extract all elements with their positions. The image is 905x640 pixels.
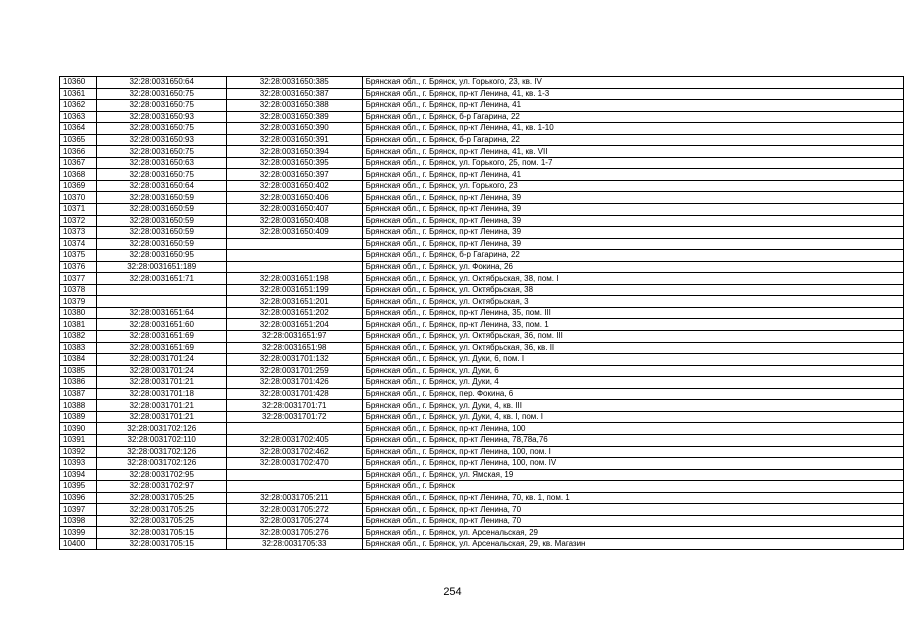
- row-number-cell: 10388: [60, 400, 97, 412]
- address-cell: Брянская обл., г. Брянск, ул. Дуки, 4, кв. I, пом. I: [362, 411, 903, 423]
- table-row: [60, 458, 904, 470]
- parcel-number-cell: 32:28:0031705:15: [97, 527, 227, 539]
- parcel-number-cell: 32:28:0031650:93: [97, 134, 227, 146]
- parcel-number-cell: 32:28:0031650:64: [97, 180, 227, 192]
- object-number-cell: 32:28:0031650:397: [226, 169, 362, 181]
- parcel-number-cell: 32:28:0031650:64: [97, 77, 227, 89]
- object-number-cell: 32:28:0031650:389: [226, 111, 362, 123]
- row-number-cell: 10394: [60, 469, 97, 481]
- row-number-cell: 10374: [60, 238, 97, 250]
- parcel-number-cell: 32:28:0031705:25: [97, 492, 227, 504]
- row-number-cell: 10379: [60, 296, 97, 308]
- table-row: [60, 354, 904, 366]
- table-row: [60, 192, 904, 204]
- address-cell: Брянская обл., г. Брянск, пр-кт Ленина, 70: [362, 515, 903, 527]
- row-number-cell: 10399: [60, 527, 97, 539]
- row-number-cell: 10377: [60, 273, 97, 285]
- object-number-cell: 32:28:0031651:198: [226, 273, 362, 285]
- address-cell: Брянская обл., г. Брянск, ул. Арсенальская, 29, кв. Магазин: [362, 538, 903, 550]
- row-number-cell: 10396: [60, 492, 97, 504]
- parcel-number-cell: 32:28:0031702:126: [97, 458, 227, 470]
- table-row: [60, 434, 904, 446]
- parcel-number-cell: 32:28:0031650:63: [97, 157, 227, 169]
- table-row: [60, 342, 904, 354]
- object-number-cell: [226, 469, 362, 481]
- address-cell: Брянская обл., г. Брянск, пр-кт Ленина, 41: [362, 169, 903, 181]
- object-number-cell: 32:28:0031650:407: [226, 204, 362, 216]
- table-row: [60, 307, 904, 319]
- parcel-number-cell: 32:28:0031702:110: [97, 434, 227, 446]
- object-number-cell: 32:28:0031650:402: [226, 180, 362, 192]
- parcel-number-cell: 32:28:0031701:24: [97, 365, 227, 377]
- address-cell: Брянская обл., г. Брянск, пр-кт Ленина, 39: [362, 215, 903, 227]
- address-cell: Брянская обл., г. Брянск, пр-кт Ленина, 39: [362, 192, 903, 204]
- table-row: [60, 284, 904, 296]
- table-row: [60, 134, 904, 146]
- address-cell: Брянская обл., г. Брянск, ул. Октябрьская, 3: [362, 296, 903, 308]
- address-cell: Брянская обл., г. Брянск, ул. Горького, 25, пом. 1-7: [362, 157, 903, 169]
- table-row: [60, 492, 904, 504]
- object-number-cell: [226, 238, 362, 250]
- object-number-cell: [226, 423, 362, 435]
- table-row: [60, 446, 904, 458]
- property-table: [59, 76, 904, 550]
- parcel-number-cell: 32:28:0031701:21: [97, 400, 227, 412]
- row-number-cell: 10385: [60, 365, 97, 377]
- row-number-cell: 10368: [60, 169, 97, 181]
- parcel-number-cell: 32:28:0031650:75: [97, 100, 227, 112]
- parcel-number-cell: 32:28:0031650:93: [97, 111, 227, 123]
- table-row: [60, 400, 904, 412]
- table-row: [60, 169, 904, 181]
- address-cell: Брянская обл., г. Брянск, пр-кт Ленина, 100, пом. IV: [362, 458, 903, 470]
- table-row: [60, 100, 904, 112]
- row-number-cell: 10373: [60, 227, 97, 239]
- parcel-number-cell: 32:28:0031701:21: [97, 411, 227, 423]
- parcel-number-cell: 32:28:0031650:95: [97, 250, 227, 262]
- address-cell: Брянская обл., г. Брянск, пр-кт Ленина, 33, пом. 1: [362, 319, 903, 331]
- address-cell: Брянская обл., г. Брянск, пр-кт Ленина, 70, кв. 1, пом. 1: [362, 492, 903, 504]
- row-number-cell: 10380: [60, 307, 97, 319]
- object-number-cell: 32:28:0031651:199: [226, 284, 362, 296]
- table-row: [60, 204, 904, 216]
- object-number-cell: 32:28:0031650:387: [226, 88, 362, 100]
- row-number-cell: 10370: [60, 192, 97, 204]
- parcel-number-cell: 32:28:0031702:126: [97, 423, 227, 435]
- address-cell: Брянская обл., г. Брянск, пр-кт Ленина, 78,78а,76: [362, 434, 903, 446]
- parcel-number-cell: 32:28:0031705:15: [97, 538, 227, 550]
- object-number-cell: 32:28:0031705:274: [226, 515, 362, 527]
- row-number-cell: 10364: [60, 123, 97, 135]
- object-number-cell: 32:28:0031650:406: [226, 192, 362, 204]
- row-number-cell: 10371: [60, 204, 97, 216]
- row-number-cell: 10389: [60, 411, 97, 423]
- address-cell: Брянская обл., г. Брянск, пр-кт Ленина, 70: [362, 504, 903, 516]
- parcel-number-cell: 32:28:0031701:18: [97, 388, 227, 400]
- row-number-cell: 10362: [60, 100, 97, 112]
- address-cell: Брянская обл., г. Брянск, ул. Дуки, 4, кв. III: [362, 400, 903, 412]
- object-number-cell: 32:28:0031650:388: [226, 100, 362, 112]
- row-number-cell: 10363: [60, 111, 97, 123]
- table-row: [60, 111, 904, 123]
- table-row: [60, 157, 904, 169]
- row-number-cell: 10392: [60, 446, 97, 458]
- row-number-cell: 10386: [60, 377, 97, 389]
- address-cell: Брянская обл., г. Брянск, ул. Октябрьская, 38: [362, 284, 903, 296]
- address-cell: Брянская обл., г. Брянск, ул. Октябрьская, 36, кв. II: [362, 342, 903, 354]
- address-cell: Брянская обл., г. Брянск, пр-кт Ленина, 100, пом. I: [362, 446, 903, 458]
- row-number-cell: 10395: [60, 481, 97, 493]
- parcel-number-cell: 32:28:0031651:69: [97, 342, 227, 354]
- table-row: [60, 515, 904, 527]
- parcel-number-cell: 32:28:0031651:189: [97, 261, 227, 273]
- address-cell: Брянская обл., г. Брянск, пр-кт Ленина, 41, кв. 1-10: [362, 123, 903, 135]
- table-row: [60, 146, 904, 158]
- table-row: [60, 261, 904, 273]
- table-row: [60, 273, 904, 285]
- table-row: [60, 319, 904, 331]
- address-cell: Брянская обл., г. Брянск, ул. Дуки, 4: [362, 377, 903, 389]
- object-number-cell: 32:28:0031701:428: [226, 388, 362, 400]
- object-number-cell: [226, 481, 362, 493]
- table-row: [60, 77, 904, 89]
- object-number-cell: 32:28:0031650:408: [226, 215, 362, 227]
- parcel-number-cell: 32:28:0031705:25: [97, 515, 227, 527]
- row-number-cell: 10366: [60, 146, 97, 158]
- table-row: [60, 411, 904, 423]
- address-cell: Брянская обл., г. Брянск, ул. Октябрьская, 36, пом. III: [362, 331, 903, 343]
- object-number-cell: 32:28:0031650:395: [226, 157, 362, 169]
- row-number-cell: 10367: [60, 157, 97, 169]
- object-number-cell: 32:28:0031651:202: [226, 307, 362, 319]
- object-number-cell: 32:28:0031701:426: [226, 377, 362, 389]
- row-number-cell: 10390: [60, 423, 97, 435]
- parcel-number-cell: 32:28:0031650:75: [97, 88, 227, 100]
- object-number-cell: 32:28:0031705:211: [226, 492, 362, 504]
- object-number-cell: 32:28:0031650:390: [226, 123, 362, 135]
- parcel-number-cell: [97, 296, 227, 308]
- table-row: [60, 469, 904, 481]
- table-row: [60, 215, 904, 227]
- object-number-cell: 32:28:0031701:259: [226, 365, 362, 377]
- object-number-cell: 32:28:0031702:470: [226, 458, 362, 470]
- table-row: [60, 538, 904, 550]
- address-cell: Брянская обл., г. Брянск, пр-кт Ленина, 39: [362, 238, 903, 250]
- row-number-cell: 10400: [60, 538, 97, 550]
- row-number-cell: 10372: [60, 215, 97, 227]
- parcel-number-cell: 32:28:0031651:71: [97, 273, 227, 285]
- address-cell: Брянская обл., г. Брянск, б-р Гагарина, 22: [362, 111, 903, 123]
- address-cell: Брянская обл., г. Брянск, пр-кт Ленина, 35, пом. III: [362, 307, 903, 319]
- parcel-number-cell: 32:28:0031650:75: [97, 146, 227, 158]
- parcel-number-cell: [97, 284, 227, 296]
- parcel-number-cell: 32:28:0031702:126: [97, 446, 227, 458]
- row-number-cell: 10384: [60, 354, 97, 366]
- address-cell: Брянская обл., г. Брянск, пр-кт Ленина, 41: [362, 100, 903, 112]
- row-number-cell: 10398: [60, 515, 97, 527]
- row-number-cell: 10397: [60, 504, 97, 516]
- table-row: [60, 527, 904, 539]
- table-row: [60, 365, 904, 377]
- parcel-number-cell: 32:28:0031651:64: [97, 307, 227, 319]
- parcel-number-cell: 32:28:0031702:95: [97, 469, 227, 481]
- parcel-number-cell: 32:28:0031651:60: [97, 319, 227, 331]
- address-cell: Брянская обл., г. Брянск: [362, 481, 903, 493]
- table-row: [60, 504, 904, 516]
- table-row: [60, 331, 904, 343]
- address-cell: Брянская обл., г. Брянск, пр-кт Ленина, 39: [362, 227, 903, 239]
- table-row: [60, 180, 904, 192]
- table-row: [60, 123, 904, 135]
- parcel-number-cell: 32:28:0031650:59: [97, 204, 227, 216]
- object-number-cell: 32:28:0031701:72: [226, 411, 362, 423]
- object-number-cell: 32:28:0031650:385: [226, 77, 362, 89]
- property-table-body: [60, 77, 904, 550]
- address-cell: Брянская обл., г. Брянск, пер. Фокина, 6: [362, 388, 903, 400]
- parcel-number-cell: 32:28:0031702:97: [97, 481, 227, 493]
- address-cell: Брянская обл., г. Брянск, пр-кт Ленина, 41, кв. 1-3: [362, 88, 903, 100]
- address-cell: Брянская обл., г. Брянск, ул. Дуки, 6: [362, 365, 903, 377]
- address-cell: Брянская обл., г. Брянск, ул. Фокина, 26: [362, 261, 903, 273]
- parcel-number-cell: 32:28:0031650:59: [97, 192, 227, 204]
- parcel-number-cell: 32:28:0031650:59: [97, 238, 227, 250]
- object-number-cell: 32:28:0031701:71: [226, 400, 362, 412]
- object-number-cell: [226, 261, 362, 273]
- row-number-cell: 10383: [60, 342, 97, 354]
- parcel-number-cell: 32:28:0031705:25: [97, 504, 227, 516]
- address-cell: Брянская обл., г. Брянск, ул. Октябрьская, 38, пом. I: [362, 273, 903, 285]
- table-row: [60, 88, 904, 100]
- object-number-cell: 32:28:0031651:204: [226, 319, 362, 331]
- object-number-cell: 32:28:0031651:97: [226, 331, 362, 343]
- table-row: [60, 296, 904, 308]
- row-number-cell: 10361: [60, 88, 97, 100]
- row-number-cell: 10378: [60, 284, 97, 296]
- object-number-cell: 32:28:0031651:201: [226, 296, 362, 308]
- parcel-number-cell: 32:28:0031650:59: [97, 227, 227, 239]
- page-number: 254: [443, 586, 462, 598]
- row-number-cell: 10376: [60, 261, 97, 273]
- object-number-cell: 32:28:0031702:405: [226, 434, 362, 446]
- row-number-cell: 10382: [60, 331, 97, 343]
- address-cell: Брянская обл., г. Брянск, ул. Горького, 23, кв. IV: [362, 77, 903, 89]
- object-number-cell: 32:28:0031650:394: [226, 146, 362, 158]
- row-number-cell: 10393: [60, 458, 97, 470]
- table-row: [60, 481, 904, 493]
- row-number-cell: 10387: [60, 388, 97, 400]
- object-number-cell: 32:28:0031701:132: [226, 354, 362, 366]
- parcel-number-cell: 32:28:0031701:21: [97, 377, 227, 389]
- object-number-cell: 32:28:0031705:276: [226, 527, 362, 539]
- object-number-cell: 32:28:0031705:272: [226, 504, 362, 516]
- object-number-cell: [226, 250, 362, 262]
- row-number-cell: 10360: [60, 77, 97, 89]
- parcel-number-cell: 32:28:0031650:59: [97, 215, 227, 227]
- address-cell: Брянская обл., г. Брянск, б-р Гагарина, 22: [362, 134, 903, 146]
- row-number-cell: 10381: [60, 319, 97, 331]
- address-cell: Брянская обл., г. Брянск, ул. Дуки, 6, пом. I: [362, 354, 903, 366]
- address-cell: Брянская обл., г. Брянск, пр-кт Ленина, 100: [362, 423, 903, 435]
- table-row: [60, 423, 904, 435]
- parcel-number-cell: 32:28:0031701:24: [97, 354, 227, 366]
- address-cell: Брянская обл., г. Брянск, пр-кт Ленина, 39: [362, 204, 903, 216]
- address-cell: Брянская обл., г. Брянск, б-р Гагарина, 22: [362, 250, 903, 262]
- address-cell: Брянская обл., г. Брянск, ул. Горького, 23: [362, 180, 903, 192]
- row-number-cell: 10375: [60, 250, 97, 262]
- table-row: [60, 250, 904, 262]
- row-number-cell: 10365: [60, 134, 97, 146]
- table-row: [60, 388, 904, 400]
- object-number-cell: 32:28:0031650:391: [226, 134, 362, 146]
- address-cell: Брянская обл., г. Брянск, ул. Ямская, 19: [362, 469, 903, 481]
- parcel-number-cell: 32:28:0031650:75: [97, 123, 227, 135]
- row-number-cell: 10391: [60, 434, 97, 446]
- parcel-number-cell: 32:28:0031650:75: [97, 169, 227, 181]
- object-number-cell: 32:28:0031650:409: [226, 227, 362, 239]
- table-row: [60, 377, 904, 389]
- row-number-cell: 10369: [60, 180, 97, 192]
- address-cell: Брянская обл., г. Брянск, пр-кт Ленина, 41, кв. VII: [362, 146, 903, 158]
- object-number-cell: 32:28:0031651:98: [226, 342, 362, 354]
- table-row: [60, 227, 904, 239]
- object-number-cell: 32:28:0031705:33: [226, 538, 362, 550]
- table-row: [60, 238, 904, 250]
- parcel-number-cell: 32:28:0031651:69: [97, 331, 227, 343]
- object-number-cell: 32:28:0031702:462: [226, 446, 362, 458]
- address-cell: Брянская обл., г. Брянск, ул. Арсенальская, 29: [362, 527, 903, 539]
